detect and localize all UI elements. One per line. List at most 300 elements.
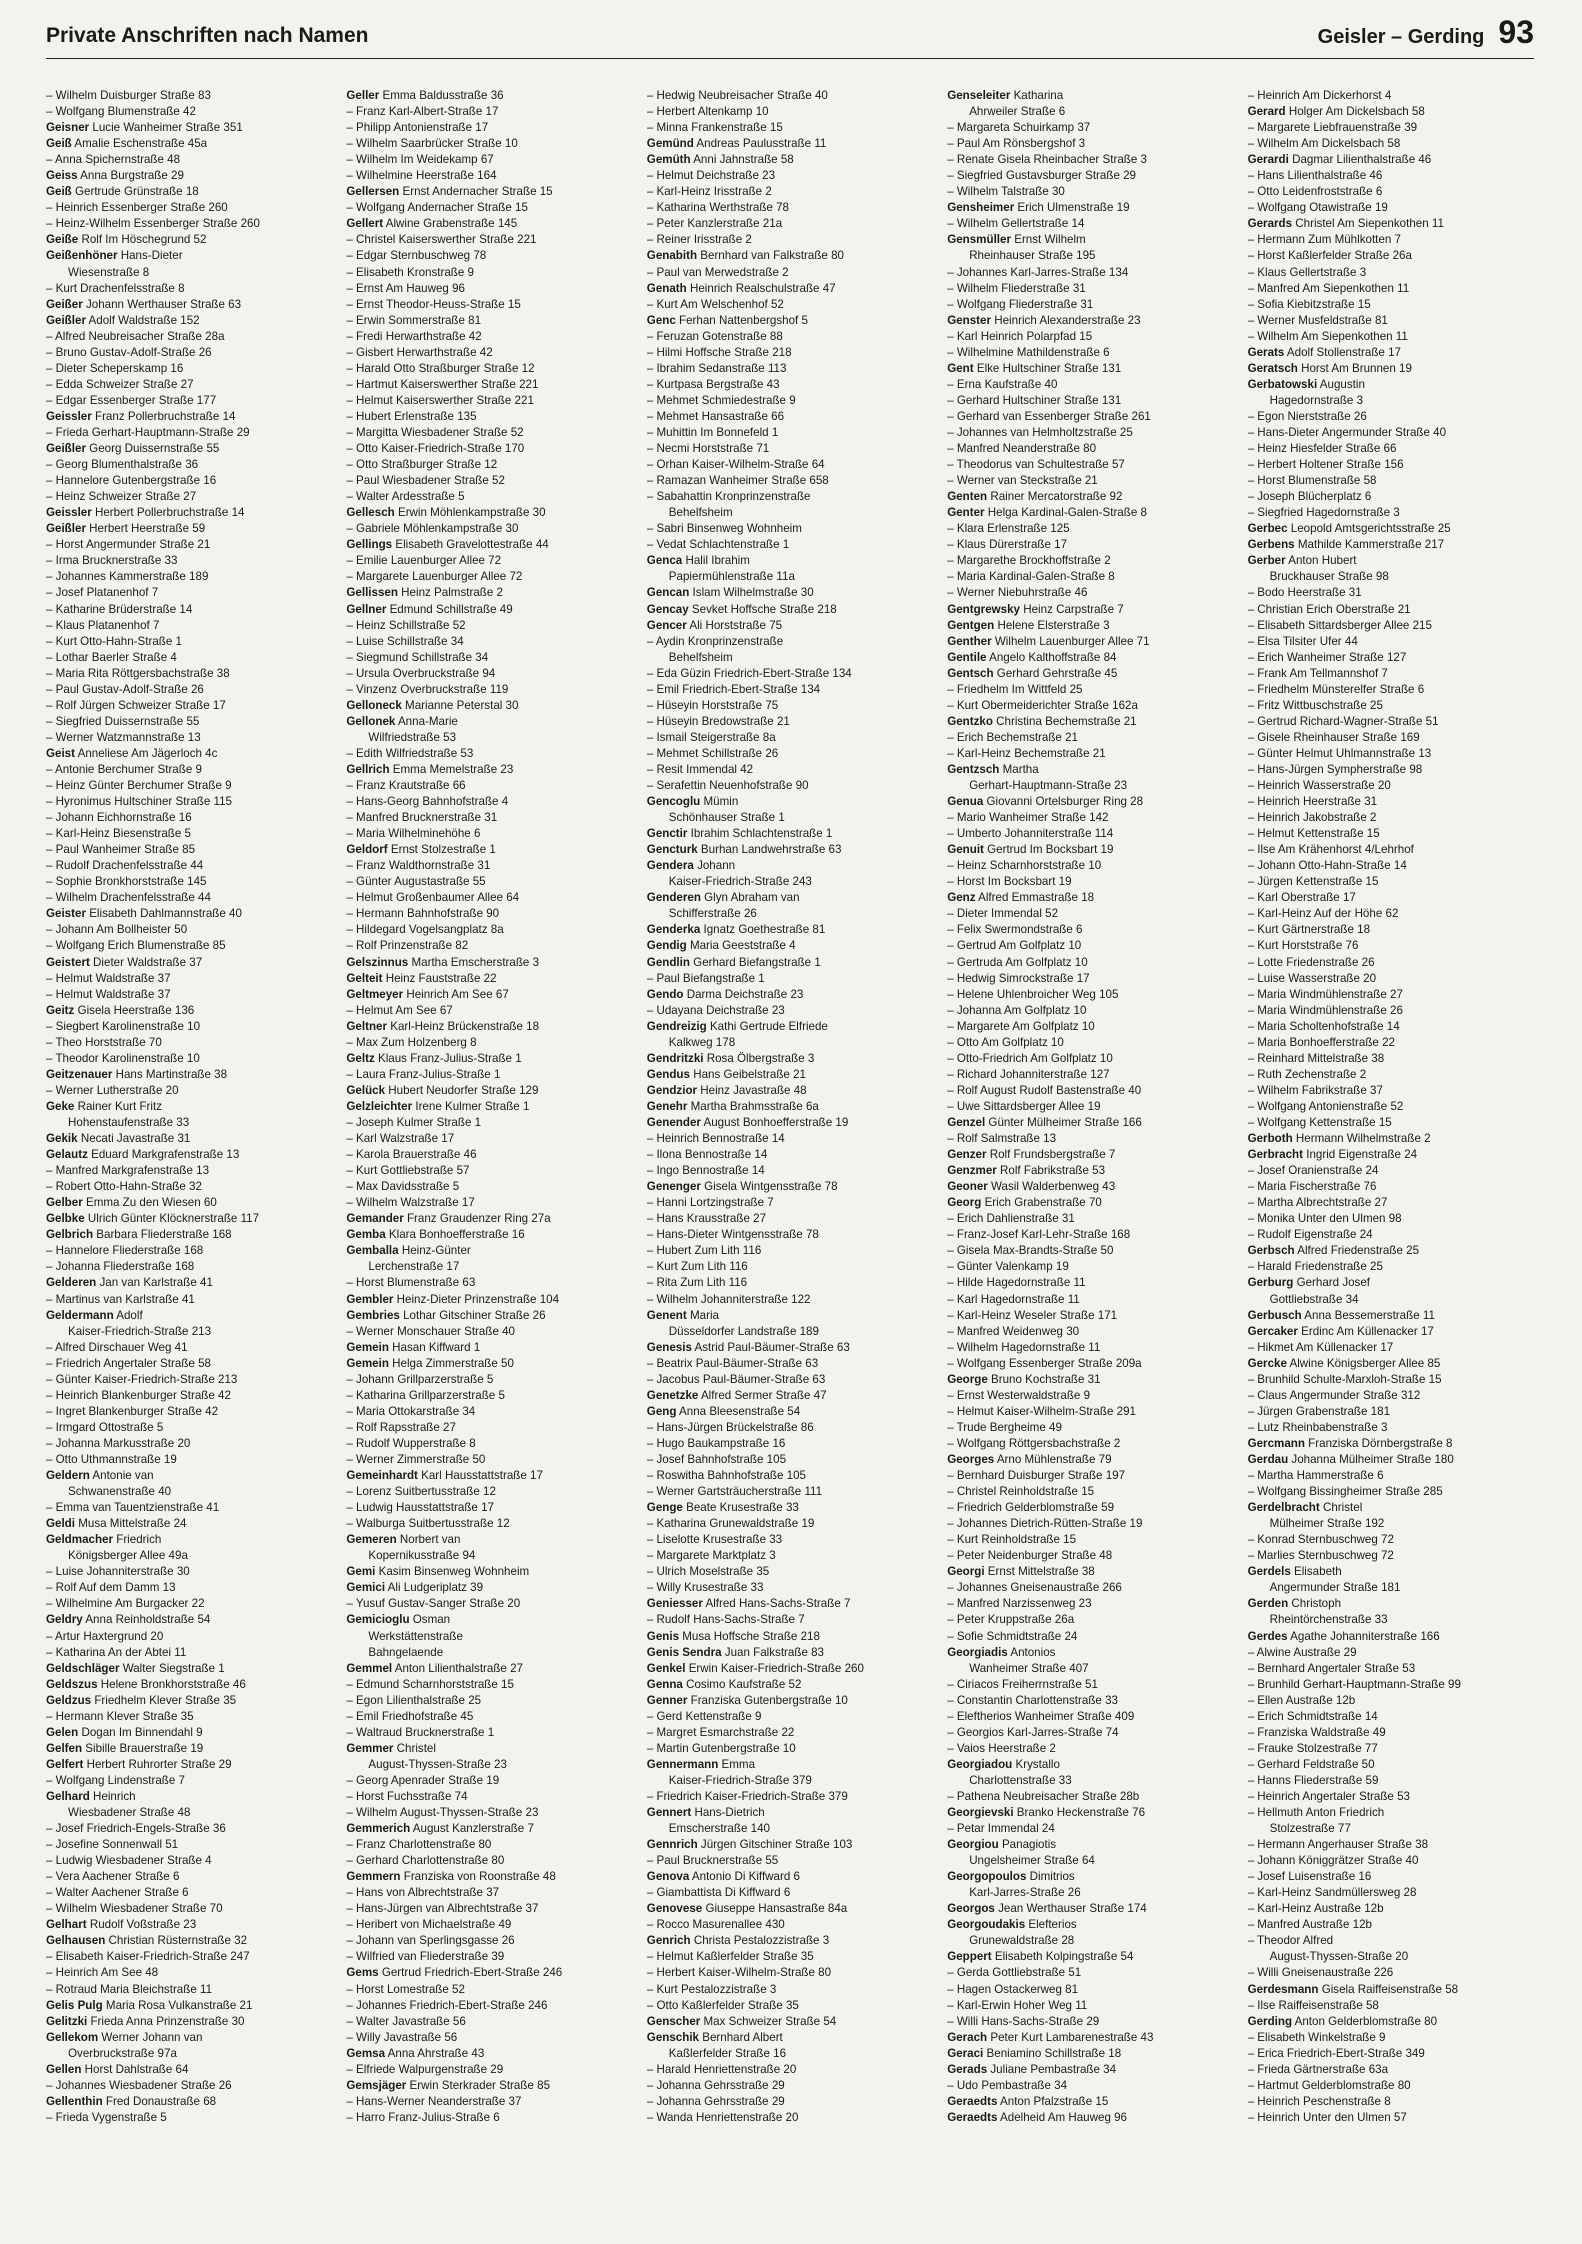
directory-entry: Genua Giovanni Ortelsburger Ring 28 (947, 795, 1144, 809)
surname: Genesis (646, 1340, 692, 1354)
surname: Gellert (346, 217, 384, 231)
directory-entry: – Vera Aachener Straße 6 (46, 1870, 180, 1884)
directory-entry: Genter Helga Kardinal-Galen-Straße 8 (947, 506, 1147, 520)
surname: Geltz (346, 1051, 375, 1065)
directory-entry: – Bernhard Angertaler Straße 53 (1247, 1661, 1416, 1675)
directory-entry: – Kurt Pestalozzistraße 3 (646, 1982, 777, 1996)
directory-entry: Gemein Helga Zimmerstraße 50 (346, 1356, 514, 1370)
directory-entry: – Kurt Horststraße 76 (1247, 939, 1359, 953)
directory-entry: – Margarete Lauenburger Allee 72 (346, 570, 523, 584)
directory-entry: – Herbert Kaiser-Wilhelm-Straße 80 (646, 1966, 832, 1980)
directory-entry: – Johanna Gehrsstraße 29 (646, 2078, 785, 2092)
directory-entry: – Jürgen Kettenstraße 15 (1247, 875, 1379, 889)
directory-entry: Gelfert Herbert Ruhrorter Straße 29 (46, 1757, 232, 1771)
directory-entry: – Emil Friedhofstraße 45 (346, 1709, 474, 1723)
header-right (1318, 14, 1534, 51)
directory-entry: – Mehmet Hansastraße 66 (646, 409, 785, 423)
surname: Gentsch (947, 666, 994, 680)
directory-entry: Gencer Ali Horststraße 75 (646, 618, 783, 632)
directory-entry: Gellissen Heinz Palmstraße 2 (346, 586, 503, 600)
surname: Genter (947, 506, 985, 520)
directory-entry: – Wilhelmine Mathildenstraße 6 (947, 345, 1110, 359)
directory-entry: Schönhauser Straße 1 (668, 811, 785, 825)
surname: Geldermann (46, 1308, 114, 1322)
directory-entry: Geraedts Anton Pfalzstraße 15 (947, 2094, 1109, 2108)
directory-entry: – Brunhild Gerhart-Hauptmann-Straße 99 (1247, 1677, 1461, 1691)
directory-entry: – Maria Wilhelminehöhe 6 (346, 827, 481, 841)
directory-entry: – Karl-Heinz Austraße 12b (1247, 1902, 1384, 1916)
surname: Gembler (346, 1292, 394, 1306)
directory-entry: – Günter Valenkamp 19 (947, 1260, 1069, 1274)
directory-entry: – Siegfried Hagedornstraße 3 (1247, 506, 1400, 520)
directory-entry: – Hans Lilienthalstraße 46 (1247, 169, 1383, 183)
directory-entry: – Frank Am Tellmannshof 7 (1247, 666, 1388, 680)
directory-entry: – Horst Blumenstraße 58 (1247, 474, 1377, 488)
directory-entry: – Sabahattin Kronprinzenstraße (646, 490, 811, 504)
directory-entry: – Karl-Heinz Irisstraße 2 (646, 185, 772, 199)
surname: Gelis Pulg (46, 1998, 103, 2012)
directory-entry: Genrich Christa Pestalozzistraße 3 (646, 1934, 830, 1948)
directory-entry: Gemi Kasim Binsenweg Wohnheim (346, 1565, 530, 1579)
surname: Gellen (46, 2062, 82, 2076)
surname: Geldry (46, 1613, 83, 1627)
directory-entry: – Anna Spichernstraße 48 (46, 153, 181, 167)
directory-entry: – Otto Straßburger Straße 12 (346, 458, 498, 472)
directory-entry: – Ismail Steigerstraße 8a (646, 730, 776, 744)
directory-entry: – Hermann Zum Mühlkotten 7 (1247, 233, 1401, 247)
directory-entry: – Egon Nierststraße 26 (1247, 409, 1367, 423)
directory-entry: Kalkweg 178 (668, 1035, 736, 1049)
directory-entry: – Hermann Angerhauser Straße 38 (1247, 1838, 1429, 1852)
directory-entry: Genovese Giuseppe Hansastraße 84a (646, 1902, 848, 1916)
surname: Genster (947, 313, 992, 327)
directory-entry: – Heinrich Angertaler Straße 53 (1247, 1789, 1410, 1803)
directory-entry: Geoner Wasil Walderbenweg 43 (947, 1180, 1116, 1194)
directory-entry: – Franz Krautstraße 66 (346, 779, 466, 793)
surname: Geiß (46, 185, 72, 199)
surname: Gellesch (346, 506, 395, 520)
directory-entry: – Willy Javastraße 56 (346, 2030, 458, 2044)
surname: Geißler (46, 313, 86, 327)
surname: Gelbrich (46, 1228, 94, 1242)
surname: Gendus (646, 1067, 690, 1081)
directory-entry: – Lutz Rheinbabenstraße 3 (1247, 1420, 1388, 1434)
directory-entry: Geldzus Friedhelm Klever Straße 35 (46, 1693, 237, 1707)
surname: Gemicioglu (346, 1613, 410, 1627)
page-title: Private Anschriften nach Namen (46, 24, 369, 47)
directory-entry: – Roswitha Bahnhofstraße 105 (646, 1469, 806, 1483)
directory-entry: – Uwe Sittardsberger Allee 19 (947, 1099, 1101, 1113)
directory-entry: – Erwin Sommerstraße 81 (346, 313, 482, 327)
directory-entry: Georgiadis Antonios (947, 1645, 1056, 1659)
directory-entry: – Mario Wanheimer Straße 142 (947, 811, 1109, 825)
surname: Genenger (646, 1180, 701, 1194)
surname: Gelderen (46, 1276, 97, 1290)
directory-entry: Genis Musa Hoffsche Straße 218 (646, 1629, 820, 1643)
surname: Gercaker (1247, 1324, 1298, 1338)
directory-entry: – Mehmet Schillstraße 26 (646, 746, 779, 760)
surname: Georgoudakis (947, 1918, 1026, 1932)
surname: Gentzko (947, 714, 993, 728)
directory-entry: – Reiner Irisstraße 2 (646, 233, 752, 247)
surname: Geniesser (646, 1597, 703, 1611)
surname: Genetzke (646, 1388, 699, 1402)
directory-entry: Gendo Darma Deichstraße 23 (646, 987, 804, 1001)
directory-entry: – Martha Albrechtstraße 27 (1247, 1196, 1388, 1210)
directory-entry: Geitzenauer Hans Martinstraße 38 (46, 1067, 228, 1081)
surname: Genender (646, 1116, 701, 1129)
page-header (46, 14, 1534, 59)
directory-entry: Gelbke Ulrich Günter Klöcknerstraße 117 (46, 1212, 260, 1226)
directory-entry: – Emilie Lauenburger Allee 72 (346, 554, 502, 568)
directory-entry: – Wolfgang Bissingheimer Straße 285 (1247, 1485, 1443, 1499)
directory-entry: – Otto Kaßlerfelder Straße 35 (646, 1998, 799, 2012)
directory-entry: Gelbrich Barbara Fliederstraße 168 (46, 1228, 232, 1242)
directory-entry: Gemein Hasan Kiffward 1 (346, 1340, 481, 1354)
directory-entry: – Ernst Westerwaldstraße 9 (947, 1388, 1091, 1402)
directory-entry: Genender August Bonhoefferstraße 19 (646, 1116, 849, 1129)
surname: Genderka (646, 923, 701, 937)
directory-entry: Gemander Franz Graudenzer Ring 27a (346, 1212, 551, 1226)
directory-entry: – Serafettin Neuenhofstraße 90 (646, 779, 809, 793)
directory-entry: – Walter Ardesstraße 5 (346, 490, 465, 504)
directory-entry: – Lothar Baerler Straße 4 (46, 650, 177, 664)
directory-entry: Gerbatowski Augustin (1247, 377, 1365, 391)
directory-entry: – Harald Friedenstraße 25 (1247, 1260, 1383, 1274)
directory-entry: – Heinz-Wilhelm Essenberger Straße 260 (46, 217, 260, 231)
directory-entry: – Otto Kaiser-Friedrich-Straße 170 (346, 442, 525, 456)
directory-entry: – Katharina Werthstraße 78 (646, 201, 790, 215)
directory-entry: – Martin Gutenbergstraße 10 (646, 1741, 796, 1755)
directory-entry: – Philipp Antonienstraße 17 (346, 121, 489, 135)
directory-entry: – Johann Grillparzerstraße 5 (346, 1372, 494, 1386)
surname: Gemmer (346, 1741, 394, 1755)
directory-entry: – Giambattista Di Kiffward 6 (646, 1886, 791, 1900)
directory-entry: – Heinz Hiesfelder Straße 66 (1247, 442, 1397, 456)
directory-entry: Gelück Hubert Neudorfer Straße 129 (346, 1083, 539, 1097)
directory-entry: – Gisbert Herwarthstraße 42 (346, 345, 493, 359)
directory-entry: – Wolfgang Andernacher Straße 15 (346, 201, 528, 215)
surname: Gelloneck (346, 698, 402, 712)
directory-entry: – Ruth Zechenstraße 2 (1247, 1067, 1367, 1081)
directory-entry: – Fritz Wittbuschstraße 25 (1247, 698, 1383, 712)
surname: Geitz (46, 1003, 75, 1017)
surname: Gencturk (646, 843, 698, 857)
surname: Gellissen (346, 586, 398, 600)
surname: Genge (646, 1501, 683, 1515)
surname: Geratsch (1247, 361, 1298, 375)
surname: Geist (46, 746, 75, 760)
directory-entry: – Heinrich Jakobstraße 2 (1247, 811, 1377, 825)
surname: Geiße (46, 233, 79, 247)
directory-entry: Gentsch Gerhard Gehrstraße 45 (947, 666, 1118, 680)
directory-entry: – Bodo Heerstraße 31 (1247, 586, 1362, 600)
directory-entry: Kaßlerfelder Straße 16 (668, 2046, 787, 2060)
surname: Gelitzki (46, 2014, 88, 2028)
surname: Geister (46, 907, 86, 921)
directory-entry: Genova Antonio Di Kiffward 6 (646, 1870, 800, 1884)
directory-entry: – Erich Dahlienstraße 31 (947, 1212, 1075, 1226)
directory-entry: – Wolfgang Antonienstraße 52 (1247, 1099, 1404, 1113)
directory-entry: – Willy Krusestraße 33 (646, 1581, 764, 1595)
surname: Genzel (947, 1116, 986, 1129)
directory-entry: – Gerhard Hultschiner Straße 131 (947, 393, 1122, 407)
directory-entry: – Erna Kaufstraße 40 (947, 377, 1058, 391)
directory-entry: – Johanna Gehrsstraße 29 (646, 2094, 785, 2108)
directory-entry: – Herbert Altenkamp 10 (646, 105, 769, 119)
directory-entry: – Rudolf Eigenstraße 24 (1247, 1228, 1373, 1242)
directory-entry: – Horst Im Bocksbart 19 (947, 875, 1072, 889)
directory-entry: – Georg Apenrader Straße 19 (346, 1773, 500, 1787)
directory-entry: Kopernikusstraße 94 (368, 1549, 476, 1563)
directory-entry: – Sofia Kiebitzstraße 15 (1247, 297, 1371, 311)
directory-entry: – Friedrich Kaiser-Friedrich-Straße 379 (646, 1789, 848, 1803)
directory-entry: – Klaus Dürerstraße 17 (947, 538, 1068, 552)
directory-entry: Genderka Ignatz Goethestraße 81 (646, 923, 826, 937)
surname: Genath (646, 281, 687, 295)
surname: Gerdels (1247, 1565, 1291, 1579)
directory-entry: – Helmut Waldstraße 37 (46, 987, 171, 1001)
directory-entry: Genner Franziska Gutenbergstraße 10 (646, 1693, 848, 1707)
directory-entry: – Hannelore Gutenbergstraße 16 (46, 474, 217, 488)
directory-entry: – Erich Schmidtstraße 14 (1247, 1709, 1378, 1723)
directory-entry: – Wolfgang Lindenstraße 7 (46, 1773, 186, 1787)
directory-entry: Gelis Pulg Maria Rosa Vulkanstraße 21 (46, 1998, 253, 2012)
directory-entry: Gent Elke Hultschiner Straße 131 (947, 361, 1122, 375)
directory-entry: – Siegbert Karolinenstraße 10 (46, 1019, 201, 1033)
directory-entry: Gensmüller Ernst Wilhelm (947, 233, 1086, 247)
directory-entry: Ungelsheimer Straße 64 (969, 1854, 1095, 1868)
directory-entry: Geltmeyer Heinrich Am See 67 (346, 987, 509, 1001)
directory-entry: – Gerhard Charlottenstraße 80 (346, 1854, 505, 1868)
directory-entry: – Manfred Brucknerstraße 31 (346, 811, 498, 825)
directory-entry: – Trude Bergheime 49 (947, 1420, 1062, 1434)
directory-entry: – Hans-Dieter Angermunder Straße 40 (1247, 425, 1447, 439)
directory-entry: – Manfred Austraße 12b (1247, 1918, 1372, 1932)
directory-entry: Gennermann Emma (646, 1757, 756, 1771)
surname: Gemünd (646, 137, 694, 151)
directory-entry: – Rocco Masurenallee 430 (646, 1918, 785, 1932)
directory-entry: – Aydin Kronprinzenstraße (646, 634, 784, 648)
surname: Geke (46, 1099, 75, 1113)
directory-entry: Genschik Bernhard Albert (646, 2030, 783, 2044)
directory-entry: – Paul Am Rönsbergshof 3 (947, 137, 1086, 151)
directory-entry: Königsberger Allee 49a (68, 1549, 188, 1563)
directory-entry: – Wilhelm Im Weidekamp 67 (346, 153, 494, 167)
directory-entry: – Josefine Sonnenwall 51 (46, 1838, 179, 1852)
directory-entry: – Hubert Zum Lith 116 (646, 1244, 762, 1258)
directory-entry: Hagedornstraße 3 (1269, 393, 1364, 407)
directory-entry: – Willi Hans-Sachs-Straße 29 (947, 2014, 1100, 2028)
directory-entry: – Manfred Markgrafenstraße 13 (46, 1164, 210, 1178)
directory-entry: Gemmern Franziska von Roonstraße 48 (346, 1870, 556, 1884)
directory-entry: – Wolfgang Röttgersbachstraße 2 (947, 1436, 1121, 1450)
directory-entry: – Hermann Klever Straße 35 (46, 1709, 194, 1723)
surname: Geltmeyer (346, 987, 404, 1001)
surname: Gerden (1247, 1597, 1289, 1611)
directory-entry: Gekik Necati Javastraße 31 (46, 1132, 191, 1146)
surname: Gemba (346, 1228, 386, 1242)
directory-entry: – Ilona Bennostraße 14 (646, 1148, 768, 1162)
directory-entry: Gelhausen Christian Rüsternstraße 32 (46, 1934, 248, 1948)
directory-entry: – Manfred Neanderstraße 80 (947, 442, 1097, 456)
directory-entry: Geratsch Horst Am Brunnen 19 (1247, 361, 1412, 375)
directory-entry: – Kurt Reinholdstraße 15 (947, 1533, 1077, 1547)
directory-entry: Gellersen Ernst Andernacher Straße 15 (346, 185, 553, 199)
directory-entry: – Harald Henriettenstraße 20 (646, 2062, 797, 2076)
directory-entry: Gerdesmann Gisela Raiffeisenstraße 58 (1247, 1982, 1459, 1996)
directory-entry: Georgi Ernst Mittelstraße 38 (947, 1565, 1095, 1579)
directory-entry: – Hubert Erlenstraße 135 (346, 409, 477, 423)
surname: Geiß (46, 137, 72, 151)
directory-entry: – Gisele Rheinhauser Straße 169 (1247, 730, 1420, 744)
surname: Genis Sendra (646, 1645, 722, 1659)
surname: Geldorf (346, 843, 388, 857)
surname: Gemmel (346, 1661, 393, 1675)
directory-entry: – Johann Otto-Hahn-Straße 14 (1247, 859, 1407, 873)
directory-entry: Genseleiter Katharina (947, 89, 1064, 102)
directory-entry: Gendritzki Rosa Ölbergstraße 3 (646, 1051, 815, 1065)
surname: Geitzenauer (46, 1067, 113, 1081)
directory-entry: Gemici Ali Ludgeriplatz 39 (346, 1581, 484, 1595)
surname: Georges (947, 1452, 995, 1466)
directory-entry: – Johannes Wiesbadener Straße 26 (46, 2078, 232, 2092)
directory-entry: – Heinrich Unter den Ulmen 57 (1247, 2110, 1407, 2124)
directory-entry: – Ludwig Wiesbadener Straße 4 (46, 1854, 212, 1868)
surname: Gentile (947, 650, 987, 664)
surname: Gerding (1247, 2014, 1293, 2028)
directory-entry: Geiss Anna Burgstraße 29 (46, 169, 184, 183)
directory-entry: Geitz Gisela Heerstraße 136 (46, 1003, 195, 1017)
directory-entry: Gemmerich August Kanzlerstraße 7 (346, 1822, 534, 1836)
surname: Gellonek (346, 714, 396, 728)
surname: Gercmann (1247, 1436, 1305, 1450)
directory-entry: Ahrweiler Straße 6 (969, 105, 1066, 119)
directory-entry: Gercmann Franziska Dörnbergstraße 8 (1247, 1436, 1453, 1450)
surname: Gelbke (46, 1212, 85, 1226)
surname: Gemmerich (346, 1822, 411, 1836)
directory-entry: – Sabri Binsenweg Wohnheim (646, 522, 802, 536)
directory-entry: – Constantin Charlottenstraße 33 (947, 1693, 1118, 1707)
directory-entry: Gerburg Gerhard Josef (1247, 1276, 1371, 1290)
surname: Gerdau (1247, 1452, 1289, 1466)
directory-entry: Georges Arno Mühlenstraße 79 (947, 1452, 1112, 1466)
surname: Gelhausen (46, 1934, 106, 1948)
directory-entry: Gerden Christoph (1247, 1597, 1342, 1611)
directory-entry: Gentzsch Martha (947, 762, 1039, 776)
directory-entry: Geppert Elisabeth Kolpingstraße 54 (947, 1950, 1134, 1964)
directory-entry: August-Thyssen-Straße 23 (368, 1757, 507, 1771)
directory-entry: Geiß Amalie Eschenstraße 45a (46, 137, 208, 151)
surname: Genz (947, 891, 976, 905)
directory-entry: – Klaus Gellertstraße 3 (1247, 265, 1367, 279)
directory-entry: – Emil Friedrich-Ebert-Straße 134 (646, 682, 821, 696)
directory-entry: – Robert Otto-Hahn-Straße 32 (46, 1180, 202, 1194)
directory-entry: Gemmer Christel (346, 1741, 436, 1755)
directory-entry: – Antonie Berchumer Straße 9 (46, 762, 202, 776)
directory-entry: Gerard Holger Am Dickelsbach 58 (1247, 105, 1425, 119)
directory-entry: Gottliebstraße 34 (1269, 1292, 1359, 1306)
directory-entry: – Horst Fuchsstraße 74 (346, 1789, 468, 1803)
directory-entry: – Johanna Fliederstraße 168 (46, 1260, 195, 1274)
directory-entry: Hohenstaufenstraße 33 (68, 1116, 190, 1129)
directory-entry: Genster Heinrich Alexanderstraße 23 (947, 313, 1141, 327)
directory-entry: Schifferstraße 26 (668, 907, 757, 921)
directory-entry: Gerboth Hermann Wilhelmstraße 2 (1247, 1132, 1431, 1146)
directory-entry: – Siegmund Schillstraße 34 (346, 650, 489, 664)
directory-entry: Gemba Klara Bonhoefferstraße 16 (346, 1228, 525, 1242)
directory-entry: Geldi Musa Mittelstraße 24 (46, 1517, 187, 1531)
directory-entry: Geldorf Ernst Stolzestraße 1 (346, 843, 496, 857)
directory-entry: – Kurt Gärtnerstraße 18 (1247, 923, 1371, 937)
directory-entry: Gemmel Anton Lilienthalstraße 27 (346, 1661, 523, 1675)
directory-entry: – Franziska Waldstraße 49 (1247, 1725, 1386, 1739)
surname: Geppert (947, 1950, 992, 1964)
surname: Genabith (646, 249, 698, 263)
surname: Gerach (947, 2030, 988, 2044)
directory-entry: Gelfen Sibille Brauerstraße 19 (46, 1741, 204, 1755)
surname: Gelfen (46, 1741, 83, 1755)
directory-entry: Gercaker Erdinc Am Küllenacker 17 (1247, 1324, 1434, 1338)
directory-entry: – Hüseyin Bredowstraße 21 (646, 714, 790, 728)
directory-entry: – Paul van Merwedstraße 2 (646, 265, 789, 279)
directory-entry: – Ibrahim Sedanstraße 113 (646, 361, 787, 375)
surname: Geldzus (46, 1693, 92, 1707)
directory-entry: – Resit Immendal 42 (646, 762, 754, 776)
directory-entry: – Johanna Markusstraße 20 (46, 1436, 191, 1450)
surname: Georgos (947, 1902, 995, 1916)
surname: Gellersen (346, 185, 400, 199)
directory-entry: Papiermühlenstraße 11a (668, 570, 795, 584)
directory-entry: – Beatrix Paul-Bäumer-Straße 63 (646, 1356, 819, 1370)
directory-entry: – Edgar Essenberger Straße 177 (46, 393, 217, 407)
surname: Gelhard (46, 1789, 90, 1803)
directory-entry: Gemsjäger Erwin Sterkrader Straße 85 (346, 2078, 551, 2092)
directory-entry: – Hyronimus Hultschiner Straße 115 (46, 795, 233, 809)
directory-entry: Gembler Heinz-Dieter Prinzenstraße 104 (346, 1292, 560, 1306)
directory-entry: – Helmut Großenbaumer Allee 64 (346, 891, 520, 905)
directory-entry: Geißler Georg Duissernstraße 55 (46, 442, 220, 456)
directory-entry: – Bruno Gustav-Adolf-Straße 26 (46, 345, 212, 359)
directory-entry: – Günter Helmut Uhlmannstraße 13 (1247, 746, 1432, 760)
directory-entry: – Alfred Neubreisacher Straße 28a (46, 329, 225, 343)
column-5 (1248, 88, 1534, 2228)
surname: Gellrich (346, 762, 390, 776)
directory-entry: Kaiser-Friedrich-Straße 243 (668, 875, 812, 889)
directory-entry: Georgoudakis Elefterios (947, 1918, 1077, 1932)
directory-entry: Geltz Klaus Franz-Julius-Straße 1 (346, 1051, 522, 1065)
directory-entry: – Josef Oranienstraße 24 (1247, 1164, 1379, 1178)
directory-entry: – Martha Hammerstraße 6 (1247, 1469, 1384, 1483)
name-range: Geisler – Gerding (1317, 26, 1485, 48)
surname: Gent (947, 361, 974, 375)
directory-entry: Gentile Angelo Kalthoffstraße 84 (947, 650, 1117, 664)
directory-entry: Gendera Johann (646, 859, 736, 873)
directory-entry: – Heinrich Am Dickerhorst 4 (1247, 89, 1392, 102)
directory-entry: Gercke Alwine Königsberger Allee 85 (1247, 1356, 1441, 1370)
directory-entry: Geissler Herbert Pollerbruchstraße 14 (46, 506, 245, 520)
directory-entry: – Wilhelm August-Thyssen-Straße 23 (346, 1806, 539, 1820)
directory-entry: Wiesenstraße 8 (68, 265, 150, 279)
surname: Genna (646, 1677, 683, 1691)
directory-entry: – Wolfgang Fliederstraße 31 (947, 297, 1094, 311)
directory-entry: Gerdau Johanna Mülheimer Straße 180 (1247, 1452, 1454, 1466)
surname: Genschik (646, 2030, 699, 2044)
directory-entry: Gemsa Anna Ahrstraße 43 (346, 2046, 485, 2060)
directory-entry: – Hans Krausstraße 27 (646, 1212, 767, 1226)
directory-entry: – Karl-Heinz Bechemstraße 21 (947, 746, 1106, 760)
directory-entry: – Eleftherios Wanheimer Straße 409 (947, 1709, 1135, 1723)
